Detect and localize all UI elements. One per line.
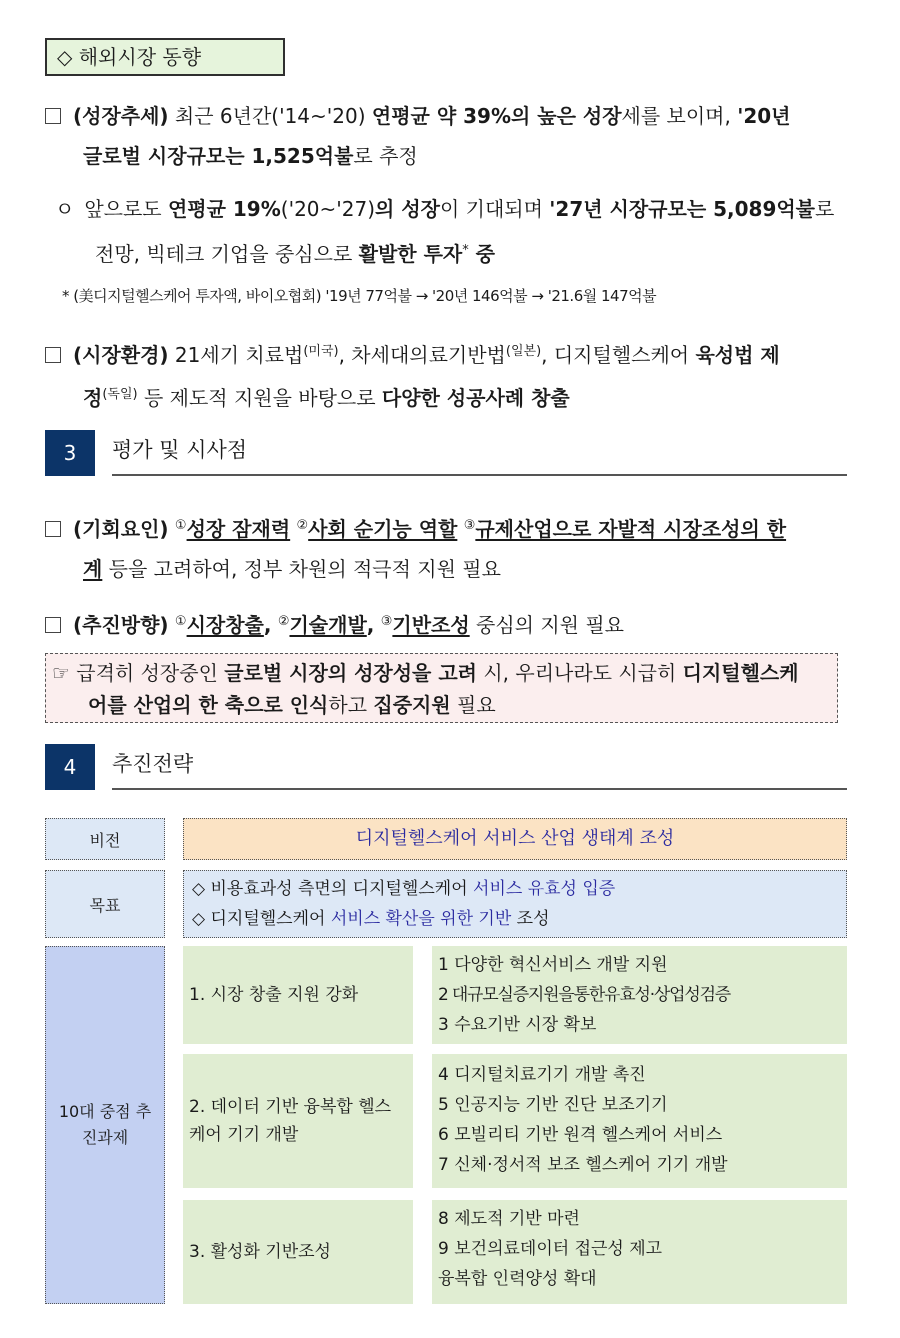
country-note: (미국) xyxy=(303,344,339,359)
goal-text: 조성 xyxy=(511,909,550,929)
environment-text: , 차세대의료기반법 xyxy=(338,343,506,367)
direction-item: 시장창출 xyxy=(186,613,264,637)
goal-box xyxy=(183,870,847,938)
outlook-emphasis: 중 xyxy=(468,242,496,266)
environment-emphasis: 육성법 제 xyxy=(695,343,780,367)
opportunity-factor: 규제산업으로 자발적 시장조성의 한 xyxy=(475,517,787,541)
callout-emphasis: 집중지원 xyxy=(373,693,451,717)
goal-emphasis: 서비스 유효성 입증 xyxy=(473,879,616,899)
trend-text: 세를 보이며, xyxy=(621,104,738,128)
goal-label: 목표 xyxy=(45,870,165,938)
checkbox-square-icon xyxy=(45,617,61,633)
outlook-paragraph xyxy=(55,188,860,275)
task-item: 2 대규모실증지원을통한유효성·상업성검증 xyxy=(438,985,731,1005)
environment-emphasis: 정 xyxy=(83,386,103,410)
tasks-label: 10대 중점 추진과제 xyxy=(45,946,165,1304)
circled-number: ② xyxy=(277,614,290,629)
outlook-text: 로 xyxy=(815,197,835,221)
outlook-emphasis: 의 성장 xyxy=(375,197,440,221)
direction-text: 중심의 지원 필요 xyxy=(469,613,624,637)
task-group-title: 3. 활성화 기반조성 xyxy=(183,1200,413,1304)
outlook-text: 이 기대되며 xyxy=(439,197,550,221)
trend-emphasis: 글로벌 시장규모는 1,525억불 xyxy=(83,144,354,168)
task-group-title: 1. 시장 창출 지원 강화 xyxy=(183,946,413,1044)
section-title-3: 평가 및 시사점 xyxy=(112,430,847,476)
circled-number: ③ xyxy=(463,518,476,533)
environment-paragraph xyxy=(45,332,860,418)
vision-statement: 디지털헬스케어 서비스 산업 생태계 조성 xyxy=(183,818,847,860)
callout-emphasis: 글로벌 시장의 성장성을 고려 xyxy=(224,661,477,685)
task-item: 5 인공지능 기반 진단 보조기기 xyxy=(438,1095,668,1115)
callout-text: 급격히 성장중인 xyxy=(69,661,225,685)
environment-label: (시장환경) xyxy=(73,343,169,367)
outlook-emphasis: 연평균 19% xyxy=(167,197,281,221)
direction-paragraph: (추진방향) ①시장창출, ②기술개발, ③기반조성 중심의 지원 필요 xyxy=(45,602,860,645)
direction-item: 기술개발 xyxy=(289,613,367,637)
opportunity-factor: 성장 잠재력 xyxy=(186,517,291,541)
environment-text: 21세기 치료법 xyxy=(168,343,304,367)
circled-number: ① xyxy=(174,518,187,533)
task-item: 1 다양한 혁신서비스 개발 지원 xyxy=(438,955,668,975)
goal-item-1 xyxy=(192,874,838,904)
goal-text: ◇ 디지털헬스케어 xyxy=(192,909,331,929)
checkbox-square-icon xyxy=(45,108,61,124)
environment-text: 등 제도적 지원을 바탕으로 xyxy=(137,386,382,410)
task-item: 7 신체·정서적 보조 헬스케어 기기 개발 xyxy=(438,1155,728,1175)
goal-text: ◇ 비용효과성 측면의 디지털헬스케어 xyxy=(192,879,474,899)
section-title-4: 추진전략 xyxy=(112,744,847,790)
environment-emphasis: 다양한 성공사례 창출 xyxy=(381,386,570,410)
task-group-title: 2. 데이터 기반 융복합 헬스케어 기기 개발 xyxy=(183,1054,413,1188)
outlook-emphasis: '27년 시장규모는 5,089억불 xyxy=(549,197,815,221)
circled-number: ① xyxy=(174,614,187,629)
task-group-items xyxy=(432,1054,847,1188)
pointing-hand-icon: ☞ xyxy=(52,661,70,685)
circled-number: ③ xyxy=(380,614,393,629)
opportunity-text: 등을 고려하여, 정부 차원의 적극적 지원 필요 xyxy=(102,557,501,581)
implication-callout xyxy=(45,653,838,723)
task-item: 3 수요기반 시장 확보 xyxy=(438,1015,597,1035)
outlook-text: 앞으로도 xyxy=(84,197,168,221)
callout-emphasis: 디지털헬스케 xyxy=(682,661,799,685)
task-item: 9 보건의료데이터 접근성 제고 xyxy=(438,1239,663,1259)
trend-label: (성장추세) xyxy=(73,104,169,128)
country-note: (일본) xyxy=(505,344,542,359)
footnote-marker: * xyxy=(462,243,469,258)
callout-text: 하고 xyxy=(328,693,374,717)
callout-text: 시, 우리나라도 시급히 xyxy=(476,661,683,685)
task-item: 8 제도적 기반 마련 xyxy=(438,1209,580,1229)
task-item: 4 디지털치료기기 개발 촉진 xyxy=(438,1065,646,1085)
trend-text: 최근 6년간('14~'20) xyxy=(168,104,372,128)
callout-emphasis: 어를 산업의 한 축으로 인식 xyxy=(88,693,329,717)
investment-footnote: * (美디지털헬스케어 투자액, 바이오협회) '19년 77억불 → '20년 146억불 → '21.6월 147억불 xyxy=(62,287,657,305)
direction-item: 기반조성 xyxy=(392,613,470,637)
opportunity-label: (기회요인) xyxy=(73,517,169,541)
checkbox-square-icon xyxy=(45,521,61,537)
trend-emphasis: '20년 xyxy=(737,104,791,128)
section-number-3: 3 xyxy=(45,430,95,476)
trend-emphasis: 연평균 약 39%의 높은 성장 xyxy=(371,104,622,128)
outlook-text: 전망, 빅테크 기업을 중심으로 xyxy=(95,242,359,266)
environment-text: , 디지털헬스케어 xyxy=(541,343,696,367)
task-group-items xyxy=(432,946,847,1044)
section-number-4: 4 xyxy=(45,744,95,790)
opportunity-factor: 계 xyxy=(83,557,103,581)
circle-bullet-icon: ㅇ xyxy=(55,197,75,221)
country-note: (독일) xyxy=(102,387,138,402)
outlook-text: ('20~'27) xyxy=(280,197,376,221)
section-tag: ◇ 해외시장 동향 xyxy=(45,38,285,76)
circled-number: ② xyxy=(296,518,309,533)
callout-text: 필요 xyxy=(450,693,496,717)
direction-label: (추진방향) xyxy=(73,613,169,637)
task-item: 6 모빌리티 기반 원격 헬스케어 서비스 xyxy=(438,1125,723,1145)
trend-text: 로 추정 xyxy=(353,144,418,168)
goal-item-2 xyxy=(192,904,838,934)
trend-paragraph xyxy=(45,96,860,176)
checkbox-square-icon xyxy=(45,347,61,363)
goal-emphasis: 서비스 확산을 위한 기반 xyxy=(330,909,512,929)
outlook-emphasis: 활발한 투자 xyxy=(358,242,463,266)
task-group-items xyxy=(432,1200,847,1304)
opportunity-paragraph xyxy=(45,506,860,589)
vision-label: 비전 xyxy=(45,818,165,860)
task-item: 융복합 인력양성 확대 xyxy=(438,1269,597,1289)
opportunity-factor: 사회 순기능 역할 xyxy=(308,517,458,541)
